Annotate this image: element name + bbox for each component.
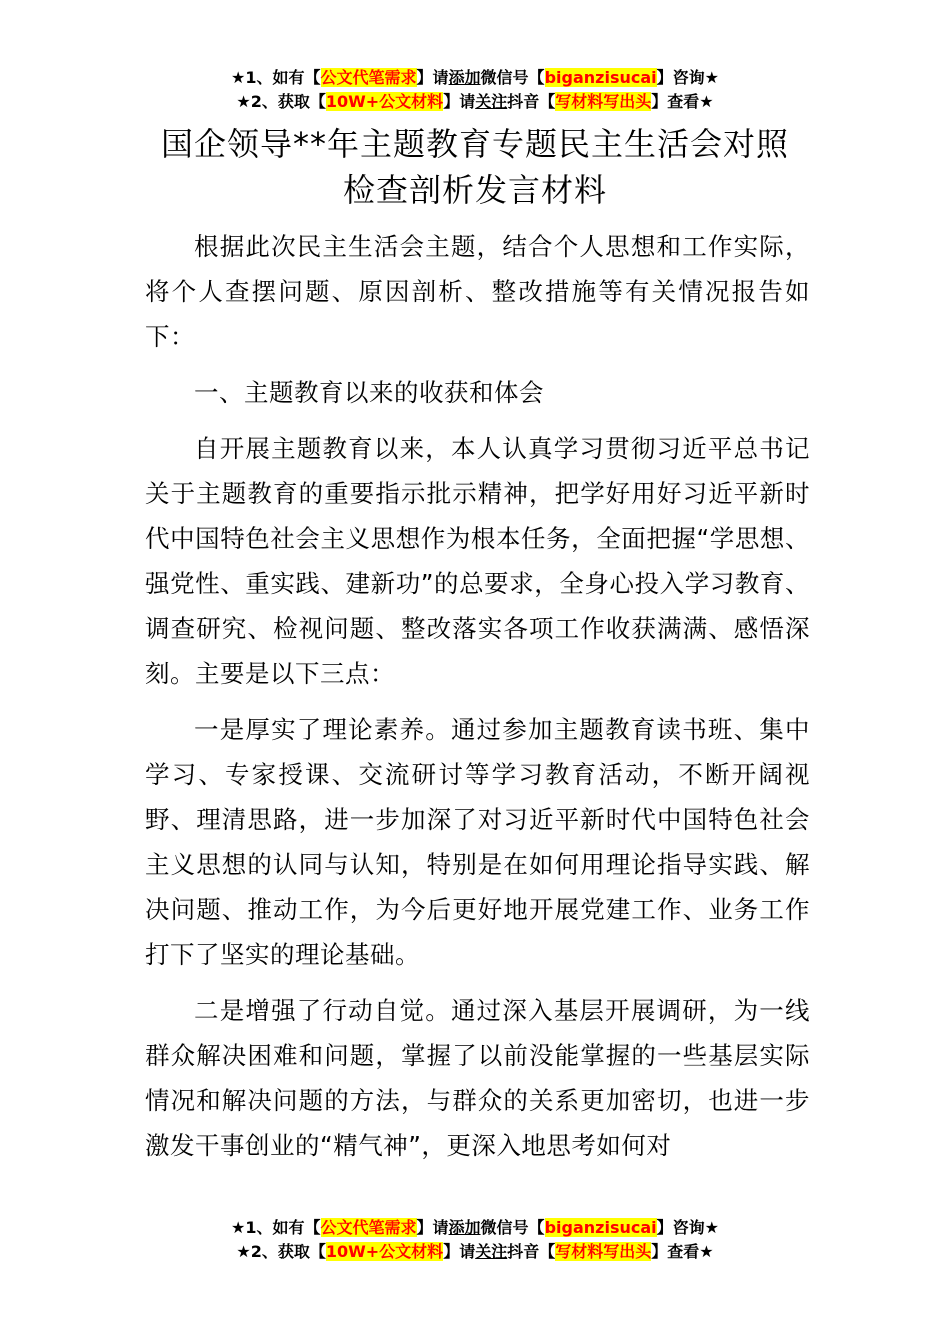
banner-text: 】请 <box>443 92 476 111</box>
underline-text: 添加 <box>448 1218 481 1237</box>
underline-text: 关注 <box>475 92 508 111</box>
star-icon: ★ <box>236 1242 251 1261</box>
paragraph-point-2: 二是增强了行动自觉。通过深入基层开展调研，为一线群众解决困难和问题，掌握了以前没能掌握的一些基层实际情况和解决问题的方法，与群众的关系更加密切，也进一步激发干事创业的“精气神”，更深入地思考如何对 <box>145 996 810 1160</box>
header-banner <box>0 66 950 114</box>
footer-banner <box>0 1216 950 1264</box>
banner-text: 1、如有【 <box>245 1218 321 1237</box>
highlight-service: 公文代笔需求 <box>320 1218 417 1237</box>
banner-text: 2、获取【 <box>250 92 326 111</box>
banner-text: 】咨询★ <box>656 1218 719 1237</box>
underline-text: 关注 <box>475 1242 508 1261</box>
highlight-wechat-id: biganzisucai <box>544 68 657 87</box>
highlight-materials: 10W+公文材料 <box>325 1242 444 1261</box>
highlight-wechat-id: biganzisucai <box>544 1218 657 1237</box>
banner-text: 】请 <box>416 1218 449 1237</box>
underline-text: 添加 <box>448 68 481 87</box>
paragraph-point-1: 一是厚实了理论素养。通过参加主题教育读书班、集中学习、专家授课、交流研讨等学习教育活动，不断开阔视野、理清思路，进一步加深了对习近平新时代中国特色社会主义思想的认同与认知，特别是在如何用理论指导实践、解决问题、推动工作，为今后更好地开展党建工作、业务工作打下了坚实的理论基础。 <box>145 715 810 969</box>
banner-text: 抖音【 <box>507 92 556 111</box>
banner-text: 】请 <box>416 68 449 87</box>
document-body <box>145 224 810 1179</box>
banner-text: 1、如有【 <box>245 68 321 87</box>
highlight-account: 写材料写出头 <box>555 1242 652 1261</box>
title-line-1: 国企领导**年主题教育专题民主生活会对照 <box>160 125 789 163</box>
banner-text: 】咨询★ <box>656 68 719 87</box>
banner-text: 】查看★ <box>651 1242 714 1261</box>
star-icon: ★ <box>231 1218 246 1237</box>
banner-line-1 <box>0 66 950 90</box>
paragraph-overview: 自开展主题教育以来，本人认真学习贯彻习近平总书记关于主题教育的重要指示批示精神，把学好用好习近平新时代中国特色社会主义思想作为根本任务，全面把握“学思想、强党性、重实践、建新功”的总要求，全身心投入学习教育、调查研究、检视问题、整改落实各项工作收获满满、感悟深刻。主要是以下三点： <box>145 434 810 688</box>
star-icon: ★ <box>231 68 246 87</box>
star-icon: ★ <box>236 92 251 111</box>
banner-line-2 <box>0 1240 950 1264</box>
banner-text: 抖音【 <box>507 1242 556 1261</box>
banner-text: 2、获取【 <box>250 1242 326 1261</box>
section-heading: 一、主题教育以来的收获和体会 <box>194 378 544 407</box>
document-title <box>0 121 950 213</box>
highlight-materials: 10W+公文材料 <box>325 92 444 111</box>
highlight-account: 写材料写出头 <box>555 92 652 111</box>
highlight-service: 公文代笔需求 <box>320 68 417 87</box>
title-line-2: 检查剖析发言材料 <box>342 171 607 209</box>
banner-text: 微信号【 <box>480 68 545 87</box>
banner-text: 微信号【 <box>480 1218 545 1237</box>
banner-line-1 <box>0 1216 950 1240</box>
paragraph-intro: 根据此次民主生活会主题，结合个人思想和工作实际，将个人查摆问题、原因剖析、整改措施等有关情况报告如下： <box>145 232 810 351</box>
banner-text: 】请 <box>443 1242 476 1261</box>
banner-line-2 <box>0 90 950 114</box>
banner-text: 】查看★ <box>651 92 714 111</box>
